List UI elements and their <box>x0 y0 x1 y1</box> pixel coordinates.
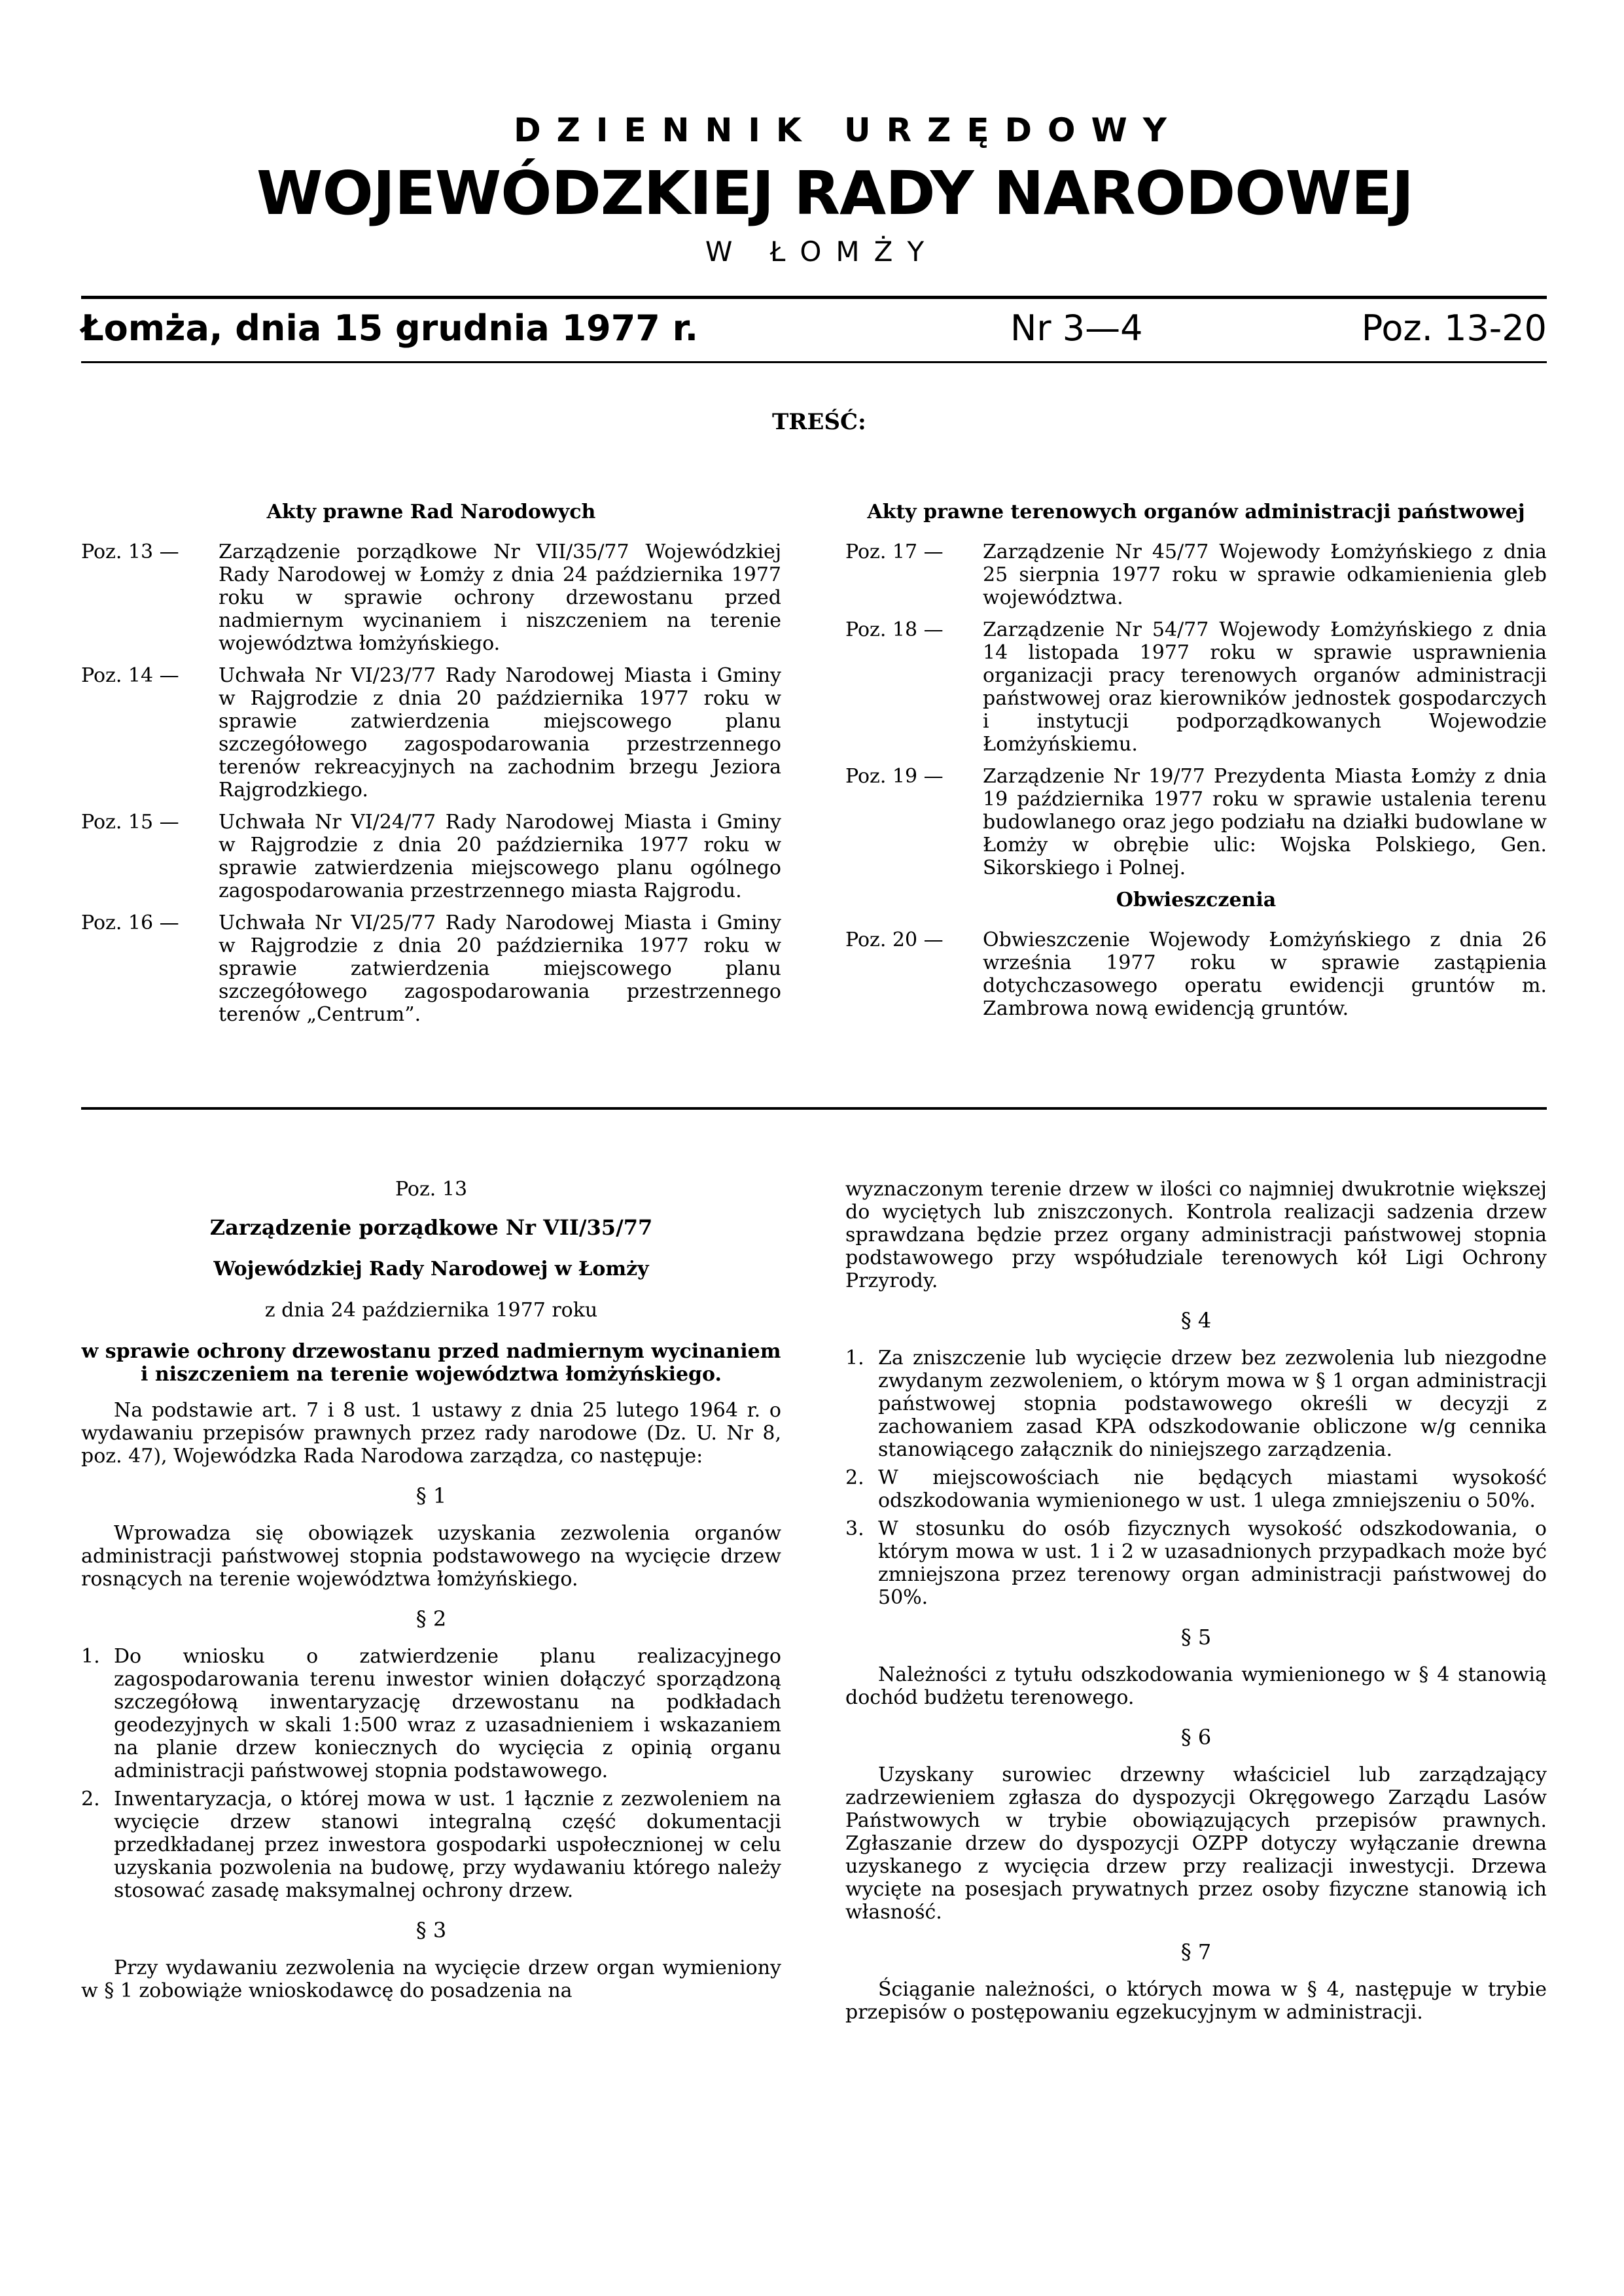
act-title: Zarządzenie porządkowe Nr VII/35/77 <box>209 1215 653 1240</box>
act-right-column <box>845 1178 1547 2030</box>
entry-label: Poz. 19 — <box>845 765 944 788</box>
entry-label: Poz. 16 — <box>81 911 179 934</box>
entry-label: Poz. 20 — <box>845 928 944 951</box>
section-text: Przy wydawaniu zezwolenia na wycięcie drzew organ wymieniony w § 1 zobowiąże wnioskodawcę do posadzenia na <box>81 1956 781 2002</box>
notices-heading: Obwieszczenia <box>1116 889 1277 911</box>
issue-info-row <box>81 308 1547 353</box>
item-number: 3. <box>845 1517 864 1540</box>
contents-right-heading: Akty prawne terenowych organów administracji państwowej <box>867 501 1525 523</box>
contents-entry <box>81 540 781 655</box>
entry-text: Obwieszczenie Wojewody Łomżyńskiego z dnia 26 września 1977 roku w sprawie zastąpienia dotychczasowego operatu ewidencji gruntów m. Zambrowa nową ewidencją gruntów. <box>983 928 1547 1020</box>
section-mark: § 6 <box>1180 1725 1212 1750</box>
contents-title: TREŚĆ: <box>772 409 866 435</box>
masthead-line-1: DZIENNIK URZĘDOWY <box>514 111 1182 149</box>
entry-label: Poz. 15 — <box>81 811 179 834</box>
contents-entry <box>845 540 1547 609</box>
contents-entry <box>845 765 1547 879</box>
entry-text: Zarządzenie porządkowe Nr VII/35/77 Wojewódzkiej Rady Narodowej w Łomży z dnia 24 października 1977 roku w sprawie ochrony drzewostanu przed nadmiernym wycinaniem i niszczeniem na terenie województwa łomżyńskiego. <box>219 540 781 655</box>
contents-entry <box>81 811 781 902</box>
contents-entry <box>81 664 781 802</box>
section-text: Ściąganie należności, o których mowa w § 4, następuje w trybie przepisów o postępowaniu egzekucyjnym w administracji. <box>845 1978 1547 2024</box>
entry-label: Poz. 17 — <box>845 540 944 563</box>
section-text: Wprowadza się obowiązek uzyskania zezwolenia organów administracji państwowej stopnia podstawowego na wycięcie drzew rosnących na terenie województwa łomżyńskiego. <box>81 1522 781 1591</box>
act-preamble: Na podstawie art. 7 i 8 ust. 1 ustawy z dnia 25 lutego 1964 r. o wydawaniu przepisów prawnych przez rady narodowe (Dz. U. Nr 8, poz. 47), Wojewódzka Rada Narodowa zarządza, co następuje: <box>81 1399 781 1468</box>
item-text: Do wniosku o zatwierdzenie planu realizacyjnego zagospodarowania terenu inwestor winien dołączyć sporządzoną szczegółową inwentaryzację drzewostanu na podkładach geodezyjnych w skali 1:500 wraz z uzasadnieniem i wskazaniem na planie drzew koniecznych do wycięcia z opinią organu administracji państwowej stopnia podstawowego. <box>114 1645 781 1782</box>
contents-right-column <box>845 501 1547 1029</box>
section-mark: § 1 <box>415 1483 447 1508</box>
item-text: Za zniszczenie lub wycięcie drzew bez zezwolenia lub niezgodne zwydanym zezwoleniem, o którym mowa w § 1 organ administracji państwowej stopnia podstawowego określi w decyzji z zachowaniem zasad KPA odszkodowanie obliczone w/g cennika stanowiącego załącznik do niniejszego zarządzenia. <box>878 1347 1547 1461</box>
section-item <box>81 1788 781 1902</box>
section-mark: § 5 <box>1180 1625 1212 1650</box>
issue-positions: Poz. 13-20 <box>1361 308 1547 349</box>
contents-left-heading: Akty prawne Rad Narodowych <box>266 501 596 523</box>
item-number: 2. <box>845 1466 864 1489</box>
masthead-rule-top <box>81 296 1547 299</box>
masthead-rule-bottom <box>81 361 1547 363</box>
contents-entry <box>845 928 1547 1020</box>
issue-place-date: Łomża, dnia 15 grudnia 1977 r. <box>81 308 699 349</box>
item-number: 2. <box>81 1788 100 1810</box>
entry-label: Poz. 14 — <box>81 664 179 687</box>
section-mark: § 7 <box>1180 1939 1212 1964</box>
entry-text: Zarządzenie Nr 45/77 Wojewody Łomżyńskiego z dnia 25 sierpnia 1977 roku w sprawie odkamienienia gleb województwa. <box>983 540 1547 609</box>
entry-text: Zarządzenie Nr 19/77 Prezydenta Miasta Łomży z dnia 19 października 1977 roku w sprawie ustalenia terenu budowlanego oraz jego podziału na działki budowlane w Łomży w obrębie ulic: Wojska Polskiego, Gen. Sikorskiego i Polnej. <box>983 765 1547 879</box>
section-item <box>845 1466 1547 1512</box>
contents-rule <box>81 1107 1547 1110</box>
entry-label: Poz. 13 — <box>81 540 179 563</box>
issue-number: Nr 3—4 <box>1010 308 1143 349</box>
section-item <box>845 1517 1547 1609</box>
act-issuer: Wojewódzkiej Rady Narodowej w Łomży <box>213 1258 649 1280</box>
section-item <box>81 1645 781 1782</box>
section-mark: § 2 <box>415 1606 447 1631</box>
act-position: Poz. 13 <box>395 1178 468 1201</box>
section-text: Należności z tytułu odszkodowania wymienionego w § 4 stanowią dochód budżetu terenowego. <box>845 1663 1547 1709</box>
item-number: 1. <box>81 1645 100 1668</box>
item-text: W miejscowościach nie będących miastami wysokość odszkodowania wymienionego w ust. 1 ulega zmniejszeniu o 50%. <box>878 1466 1547 1512</box>
entry-text: Zarządzenie Nr 54/77 Wojewody Łomżyńskiego z dnia 14 listopada 1977 roku w sprawie usprawnienia organizacji pracy terenowych organów administracji państwowej oraz kierowników jednostek gospodarczych i instytucji podporządkowanych Wojewodzie Łomżyńskiemu. <box>983 618 1547 756</box>
act-subject: w sprawie ochrony drzewostanu przed nadmiernym wycinaniem i niszczeniem na terenie województwa łomżyńskiego. <box>81 1340 781 1386</box>
item-text: W stosunku do osób fizycznych wysokość odszkodowania, o którym mowa w ust. 1 i 2 w uzasadnionych przypadkach może być zmniejszona przez terenowy organ administracji państwowej do 50%. <box>878 1517 1547 1609</box>
section-mark: § 4 <box>1180 1308 1212 1333</box>
act-date: z dnia 24 października 1977 roku <box>264 1299 598 1322</box>
section-text-continued: wyznaczonym terenie drzew w ilości co najmniej dwukrotnie większej do wyciętych lub zniszczonych. Kontrola realizacji sadzenia drzew sprawdzana będzie przez organy administracji państwowej stopnia podstawowego przy współudziale terenowych kół Ligi Ochrony Przyrody. <box>845 1178 1547 1292</box>
contents-entry <box>81 911 781 1026</box>
section-text: Uzyskany surowiec drzewny właściciel lub zarządzający zadrzewieniem zgłasza do dyspozycji Okręgowego Zarządu Lasów Państwowych w trybie obowiązujących przepisów prawnych. Zgłaszanie drzew do dyspozycji OZPP dotyczy wyłączanie drewna uzyskanego z wycięcia drzew przy realizacji inwestycji. Drzewa wycięte na posesjach prywatnych przez osoby fizyczne stanowią ich własność. <box>845 1763 1547 1924</box>
entry-text: Uchwała Nr VI/23/77 Rady Narodowej Miasta i Gminy w Rajgrodzie z dnia 20 października 1977 roku w sprawie zatwierdzenia miejscowego planu szczegółowego zagospodarowania przestrzennego terenów rekreacyjnych na zachodnim brzegu Jeziora Rajgrodzkiego. <box>219 664 781 802</box>
section-mark: § 3 <box>415 1918 447 1943</box>
item-text: Inwentaryzacja, o której mowa w ust. 1 łącznie z zezwoleniem na wycięcie drzew stanowi integralną część dokumentacji przedkładanej przez inwestora gospodarki uspołecznionej w celu uzyskania pozwolenia na budowę, przy wydawaniu którego należy stosować zasadę maksymalnej ochrony drzew. <box>114 1788 781 1902</box>
entry-text: Uchwała Nr VI/24/77 Rady Narodowej Miasta i Gminy w Rajgrodzie z dnia 20 października 1977 roku w sprawie zatwierdzenia miejscowego planu ogólnego zagospodarowania przestrzennego miasta Rajgrodu. <box>219 811 781 902</box>
entry-label: Poz. 18 — <box>845 618 944 641</box>
contents-left-column <box>81 501 781 1035</box>
contents-entry <box>845 618 1547 756</box>
section-item <box>845 1347 1547 1461</box>
masthead-city: W ŁOMŻY <box>705 236 939 268</box>
act-left-column <box>81 1178 781 2009</box>
masthead-title: WOJEWÓDZKIEJ RADY NARODOWEJ <box>256 158 1413 228</box>
item-number: 1. <box>845 1347 864 1369</box>
entry-text: Uchwała Nr VI/25/77 Rady Narodowej Miasta i Gminy w Rajgrodzie z dnia 20 października 1977 roku w sprawie zatwierdzenia miejscowego planu szczegółowego zagospodarowania przestrzennego terenów „Centrum”. <box>219 911 781 1026</box>
